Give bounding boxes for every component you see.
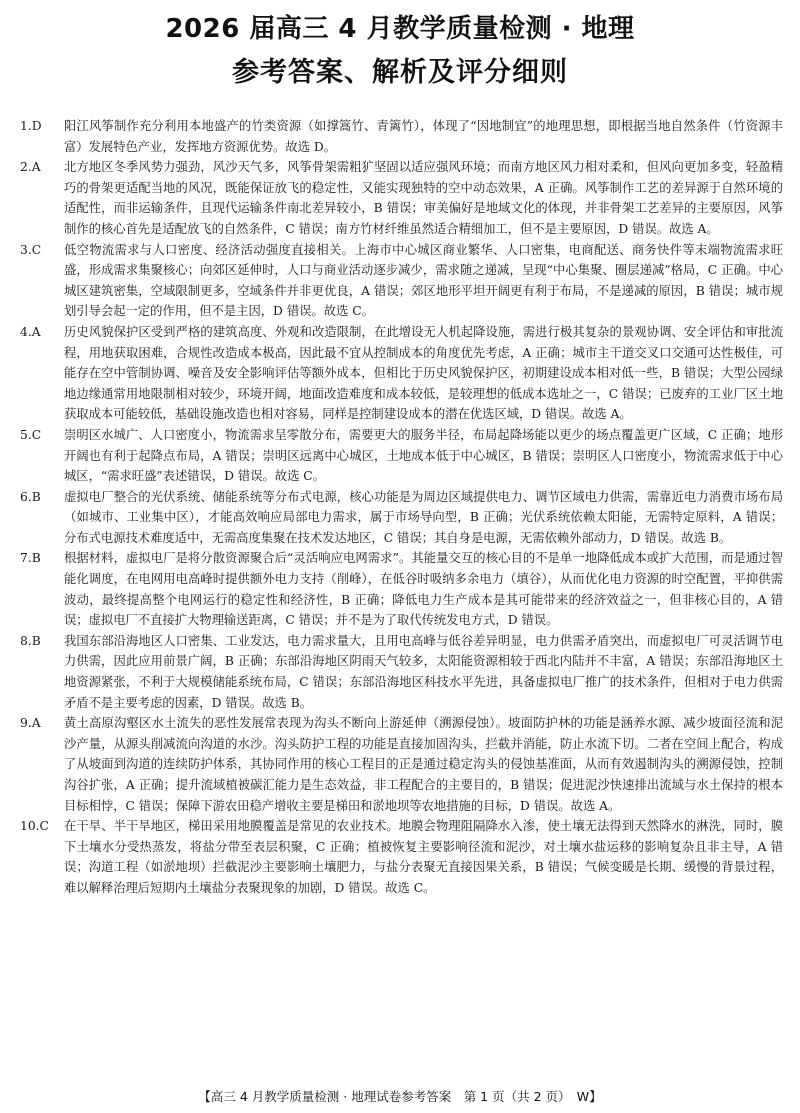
answer-explanation: 崇明区水城广、人口密度小，物流需求呈零散分布，需要更大的服务半径，布局起降场能以更少的场点覆盖更广区域，C 正确；地形开阔也有利于起降点布局，A 错误；崇明区远离中心城区，土地成本低于中心城区，B 错误；崇明区人口密度小，物流需求低于中心城区，“需求旺盛”表述错误，D 错误。故选 C。 [64, 427, 783, 484]
answer-item-9 [20, 713, 783, 816]
answer-number: 7.B [20, 551, 41, 566]
answer-item-3 [20, 240, 783, 322]
answer-explanation: 阳江风筝制作充分利用本地盛产的竹类资源（如撑篙竹、青篱竹），体现了“因地制宜”的地理思想，即根据当地自然条件（竹资源丰富）发展特色产业，发挥地方资源优势。故选 D。 [64, 119, 783, 154]
answer-item-8 [20, 631, 783, 713]
answer-number: 9.A [20, 716, 41, 731]
answer-number: 8.B [20, 633, 41, 648]
answer-number: 4.A [20, 324, 41, 339]
answer-number: 1.D [20, 119, 42, 133]
answer-item-1 [20, 116, 783, 157]
answer-explanation: 历史风貌保护区受到严格的建筑高度、外观和改造限制，在此增设无人机起降设施，需进行极其复杂的景观协调、安全评估和审批流程，用地获取困难，合规性改造成本极高，因此最不宜从控制成本的角度优先考虑，A 正确；城市主干道交叉口交通可达性极佳，可能存在空中管制协调、噪音及安全影响评估等额外成本，但相比于历史风貌保护区，初期建设成本相对低一些，B 错误；大型公园绿地边缘通常用地限制相对较少，环境开阔，地面改造难度和成本较低，是较理想的低成本选址之一，C 错误；已废弃的工业厂区土地获取成本可能较低，基础设施改造也相对容易，同样是控制建设成本的潜在优选区域，D 错误。故选 A。 [64, 324, 783, 422]
answer-explanation: 北方地区冬季风势力强劲，风沙天气多，风筝骨架需粗犷坚固以适应强风环境；而南方地区风力相对柔和，但风向更加多变，轻盈精巧的骨架更适配当地的风况，既能保证放飞的稳定性，又能实现独特的空中动态效果，A 正确。风筝制作工艺的差异源于自然环境的适配性，而非运输条件，且现代运输条件南北差异较小，B 错误；审美偏好是地域文化的体现，并非骨架工艺差异的主要原因，风筝制作的核心首先是适配放飞的自然条件，C 错误；南方竹材纤维虽然适合精细加工，但不是主要原因，D 错误。故选 A。 [64, 160, 783, 236]
answer-explanation: 我国东部沿海地区人口密集、工业发达，电力需求量大，且用电高峰与低谷差异明显，电力供需矛盾突出，而虚拟电厂可灵活调节电力供需，因此应用前景广阔，B 正确；东部沿海地区阴雨天气较多，太阳能资源相较于西北内陆并不丰富，A 错误；东部沿海地区土地资源紧张，不利于大规模储能系统布局，C 错误；东部沿海地区科技水平先进，具备虚拟电厂推广的技术条件，但相对于电力供需矛盾不是主要考虑的因素，D 错误。故选 B。 [64, 633, 783, 710]
page-footer: 【高三 4 月教学质量检测 · 地理试卷参考答案 第 1 页（共 2 页） W】 [198, 1089, 602, 1104]
answer-item-2 [20, 157, 783, 239]
answer-explanation: 虚拟电厂整合的光伏系统、储能系统等分布式电源，核心功能是为周边区域提供电力、调节区域电力供需，需靠近电力消费市场布局（如城市、工业集中区），才能高效响应局部电力需求，属于市场导向型，B 正确；光伏系统依赖太阳能，无需特定原料，A 错误；分布式电源技术难度适中，无需高度集聚在技术发达地区，C 错误；其自身是电源，无需依赖外部动力，D 错误。故选 B。 [64, 489, 783, 545]
answer-item-4 [20, 322, 783, 425]
answer-number: 2.A [20, 160, 41, 175]
answer-explanation: 根据材料，虚拟电厂是将分散资源聚合后“灵活响应电网需求”。其能量交互的核心目的不是单一地降低成本或扩大范围，而是通过智能化调度，在电网用电高峰时提供额外电力支持（削峰），在低谷时吸纳多余电力（填谷），从而优化电力资源的时空配置，平抑供需波动，最终提高整个电网运行的稳定性和经济性，B 正确；降低电力生产成本是其可能带来的经济效益之一，但非核心目的，A 错误；虚拟电厂不直接扩大物理输送距离，C 错误；并不是为了取代传统发电方式，D 错误。 [64, 551, 783, 628]
answer-item-5 [20, 425, 783, 487]
document-subtitle: 参考答案、解析及评分细则 [232, 57, 568, 88]
answer-number: 3.C [20, 242, 42, 257]
answer-number: 10.C [20, 819, 49, 834]
answer-list [20, 116, 783, 1078]
answer-explanation: 低空物流需求与人口密度、经济活动强度直接相关。上海市中心城区商业繁华、人口密集，电商配送、商务快件等末端物流需求旺盛，形成需求集聚核心；向郊区延伸时，人口与商业活动逐步减少，需求随之递减，呈现“中心集聚、圈层递减”格局，C 正确。中心城区建筑密集，空域限制更多，空域条件并非更优良，A 错误；郊区地形平坦开阔更有利于布局，不是递减的原因，B 错误；城市规划引导会起一定的作用，但不是主因，D 错误。故选 C。 [64, 242, 783, 319]
answer-item-6 [20, 487, 783, 549]
answer-number: 5.C [20, 427, 42, 442]
answer-number: 6.B [20, 489, 41, 504]
answer-item-7 [20, 548, 783, 630]
answer-explanation: 在干旱、半干旱地区，梯田采用地膜覆盖是常见的农业技术。地膜会物理阻隔降水入渗，使土壤无法得到天然降水的淋洗，同时，膜下土壤水分受热蒸发，将盐分带至表层积聚，C 正确；植被恢复主要影响径流和泥沙，对土壤水盐运移的影响复杂且非主导，A 错误；沟道工程（如淤地坝）拦截泥沙主要影响土壤肥力，与盐分表聚无直接因果关系，B 错误；气候变暖是长期、缓慢的背景过程，难以解释治理后短期内土壤盐分表聚现象的加剧，D 错误。故选 C。 [64, 819, 783, 895]
answer-explanation: 黄土高原沟壑区水土流失的恶性发展常表现为沟头不断向上游延伸（溯源侵蚀）。坡面防护林的功能是涵养水源、减少坡面径流和泥沙产量，从源头削减流向沟道的水沙。沟头防护工程的功能是直接加固沟头，拦截并消能，防止水流下切。二者在空间上配合，构成了从坡面到沟道的连续防护体系，其协同作用的核心工程目的正是通过稳定沟头的侵蚀基准面，从而有效遏制沟头的溯源侵蚀，控制沟谷扩张，A 正确；提升流域植被碳汇能力是生态效益，非工程配合的主要目的，B 错误；促进泥沙快速排出流域与水土保持的根本目标相悖，C 错误；保障下游农田稳产增收主要是梯田和淤地坝等农地措施的目标，D 错误。故选 A。 [64, 716, 783, 813]
document-title: 2026 届高三 4 月教学质量检测 · 地理 [165, 14, 635, 44]
answer-item-10 [20, 816, 783, 898]
